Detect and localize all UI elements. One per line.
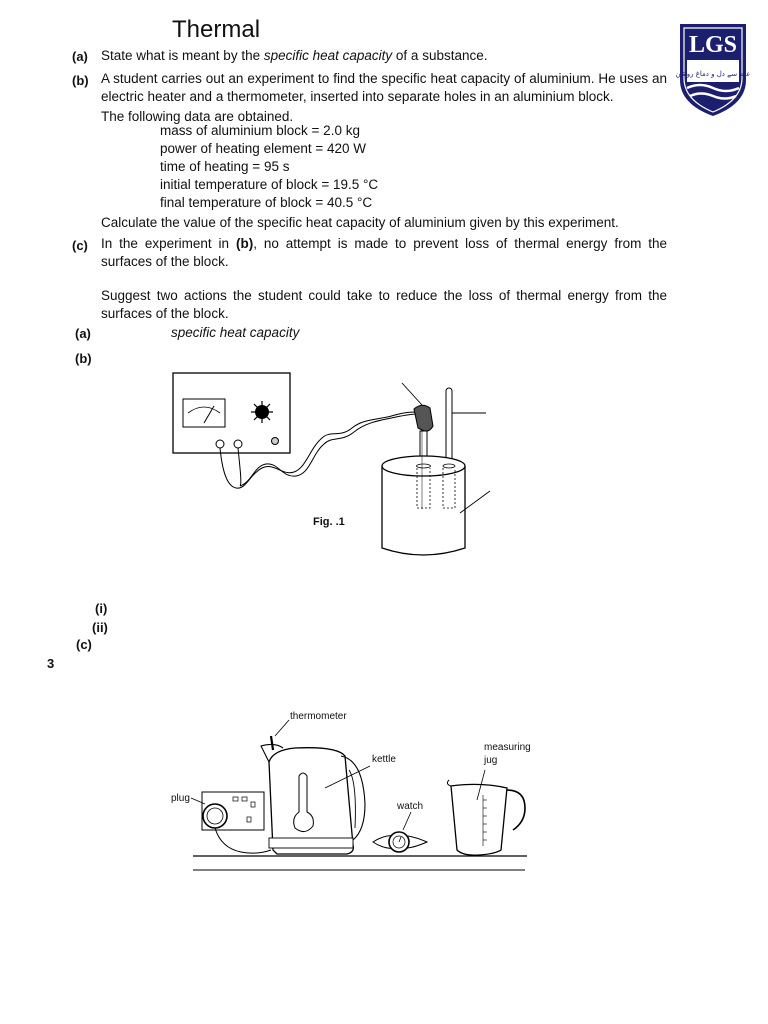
question-a-label: (a)	[72, 49, 88, 64]
question-a-text: State what is meant by the specific heat capacity of a substance.	[101, 48, 488, 63]
data-initial-temp: initial temperature of block = 19.5 °C	[160, 177, 379, 192]
label-thermometer: thermometer	[290, 711, 347, 722]
question-number: 3	[47, 656, 55, 671]
question-b-text: A student carries out an experiment to find the specific heat capacity of aluminium. He uses an electric heater and a thermometer, inserted into separate holes in an aluminium block.	[101, 71, 667, 104]
label-measuring: measuring	[484, 742, 531, 753]
question-c-suggest: Suggest two actions the student could take to reduce the loss of thermal energy from the surfaces of the block.	[101, 288, 667, 321]
watch-icon	[373, 832, 427, 852]
figure-1-caption: Fig. .1	[313, 516, 345, 528]
question-b-label: (b)	[72, 73, 89, 88]
answer-a-label: (a)	[75, 326, 91, 341]
page-title: Thermal	[172, 16, 261, 43]
plug-icon	[203, 804, 227, 828]
question-b-intro: The following data are obtained.	[101, 109, 294, 124]
logo-text: LGS	[688, 32, 738, 58]
answer-b-label: (b)	[75, 351, 92, 366]
question-c-text: In the experiment in (b), no attempt is made to prevent loss of thermal energy from the surfaces of the block.	[101, 236, 667, 269]
figure-1-apparatus	[160, 368, 500, 563]
question-b-calc: Calculate the value of the specific heat capacity of aluminium given by this experiment.	[101, 215, 619, 230]
aluminium-block	[382, 466, 465, 555]
control-knob-icon	[251, 401, 273, 423]
logo-motto: علم سے دل و دماغ روشن	[675, 70, 751, 78]
terminal-right	[234, 440, 242, 448]
heater-plug	[414, 405, 433, 431]
answer-b-i-label: (i)	[95, 601, 108, 616]
answer-a-text: specific heat capacity	[171, 325, 300, 340]
data-final-temp: final temperature of block = 40.5 °C	[160, 195, 373, 210]
label-kettle: kettle	[372, 754, 396, 765]
data-power: power of heating element = 420 W	[160, 141, 367, 156]
school-logo	[675, 22, 751, 118]
indicator-lamp	[272, 438, 279, 445]
terminal-left	[216, 440, 224, 448]
measuring-jug	[451, 784, 507, 855]
label-watch: watch	[397, 801, 424, 812]
figure-2-apparatus	[165, 700, 545, 880]
answer-b-ii-label: (ii)	[92, 620, 108, 635]
data-time: time of heating = 95 s	[160, 159, 290, 174]
question-c-label: (c)	[72, 238, 88, 253]
label-plug: plug	[171, 793, 190, 804]
answer-c-label: (c)	[76, 637, 92, 652]
data-mass: mass of aluminium block = 2.0 kg	[160, 123, 360, 138]
label-jug: jug	[484, 755, 498, 766]
